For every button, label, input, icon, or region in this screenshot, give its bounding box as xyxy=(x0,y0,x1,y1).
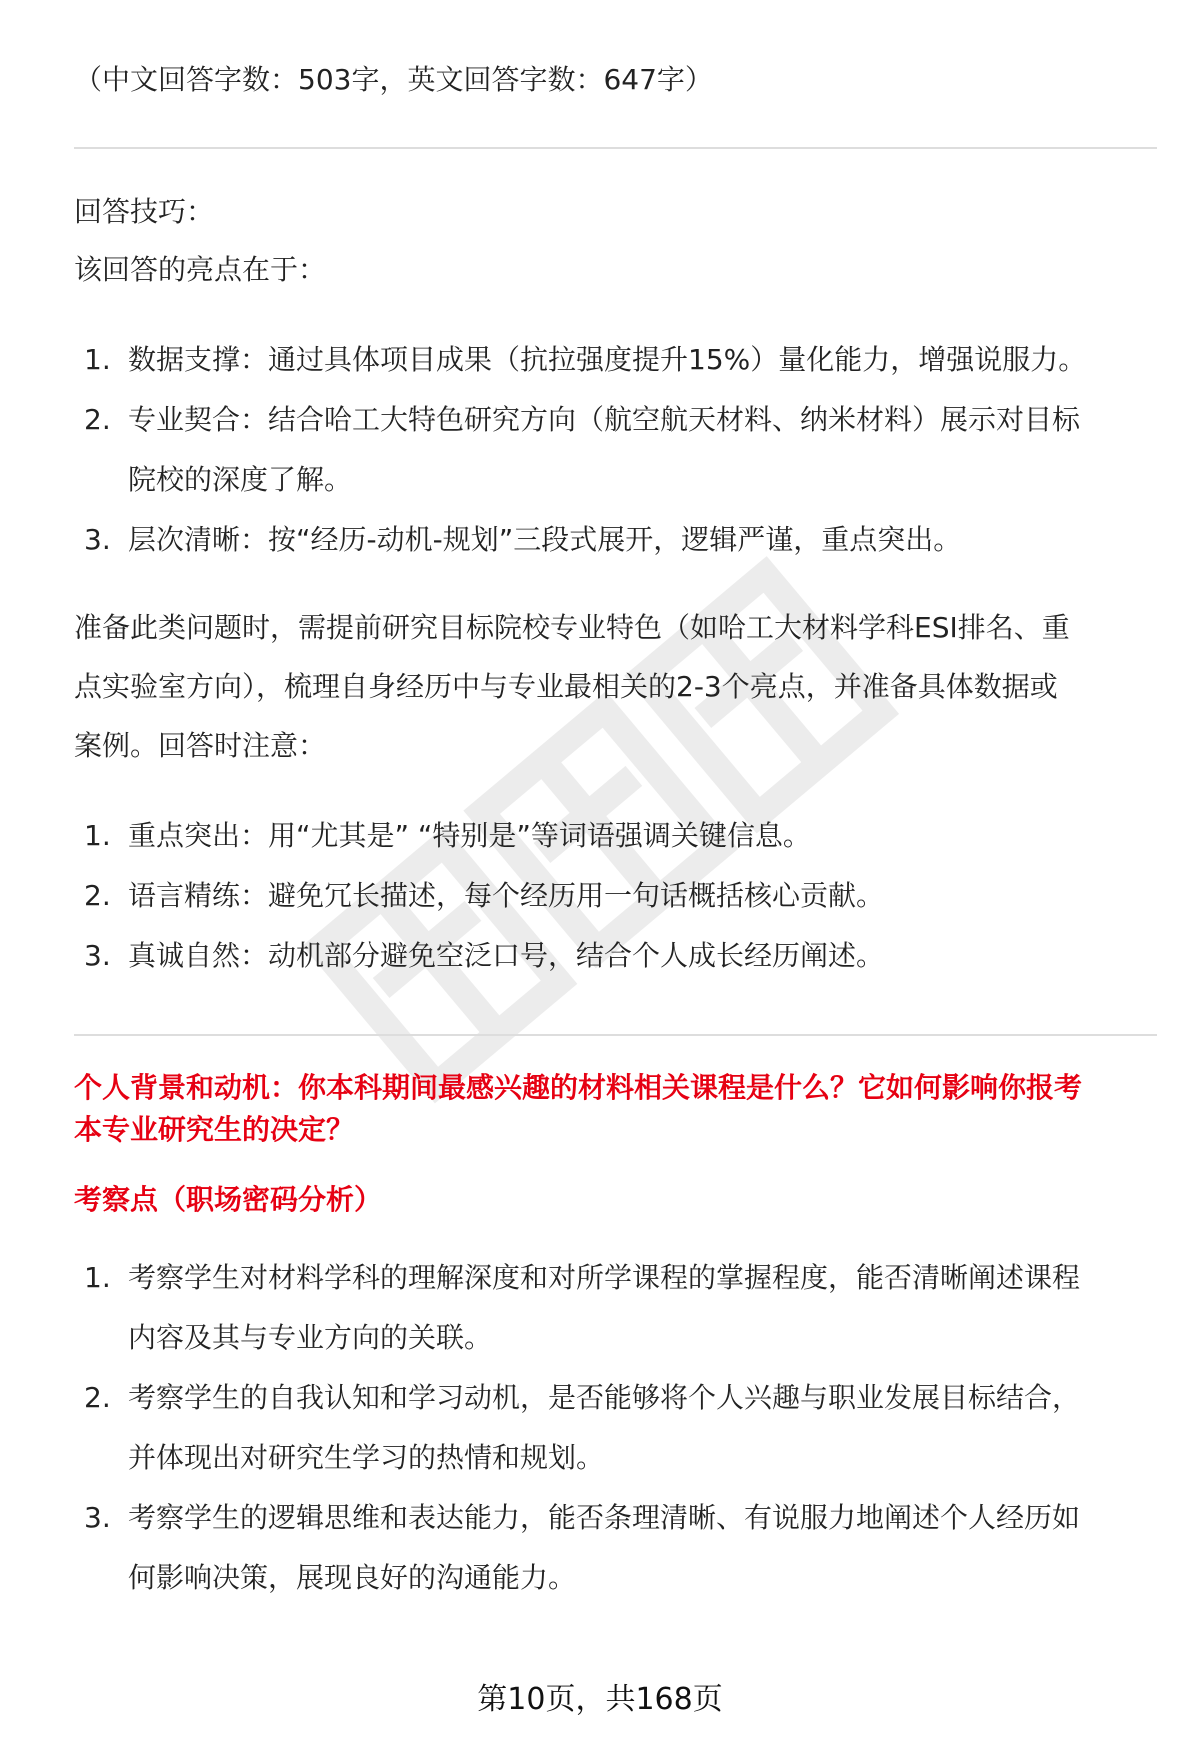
list-number: 3. xyxy=(84,1501,111,1534)
list-number: 3. xyxy=(84,939,111,972)
list-number: 1. xyxy=(84,343,111,376)
page-number-footer: 第10页，共168页 xyxy=(477,1682,723,1717)
notes-list xyxy=(0,806,1200,986)
list-item-text-cont: 院校的深度了解。 xyxy=(128,463,353,496)
list-item xyxy=(0,926,1200,986)
list-item-text: 考察学生对材料学科的理解深度和对所学课程的掌握程度，能否清晰阐述课程 xyxy=(128,1261,1081,1294)
prep-paragraph-line: 案例。回答时注意： xyxy=(74,729,327,762)
list-item xyxy=(0,866,1200,926)
word-count-note: （中文回答字数：503字，英文回答字数：647字） xyxy=(74,63,713,96)
list-number: 2. xyxy=(84,879,111,912)
list-item-text: 重点突出：用“尤其是” “特别是”等词语强调关键信息。 xyxy=(128,819,811,852)
list-item-text: 考察学生的逻辑思维和表达能力，能否条理清晰、有说服力地阐述个人经历如 xyxy=(128,1501,1081,1534)
list-item xyxy=(0,510,1200,570)
list-number: 2. xyxy=(84,403,111,436)
list-number: 3. xyxy=(84,523,111,556)
section-divider-mid xyxy=(74,1034,1157,1036)
list-item xyxy=(0,806,1200,866)
section-divider-top xyxy=(74,147,1157,149)
list-item-text-cont: 内容及其与专业方向的关联。 xyxy=(128,1321,493,1354)
list-number: 1. xyxy=(84,819,111,852)
list-item-text: 语言精练：避免冗长描述，每个经历用一句话概括核心贡献。 xyxy=(128,879,885,912)
list-item xyxy=(0,1368,1200,1488)
list-number: 1. xyxy=(84,1261,111,1294)
tips-intro: 该回答的亮点在于： xyxy=(74,253,327,286)
list-item xyxy=(0,330,1200,390)
question-title-line: 个人背景和动机：你本科期间最感兴趣的材料相关课程是什么？它如何影响你报考 xyxy=(74,1071,1083,1104)
list-item-text: 考察学生的自我认知和学习动机，是否能够将个人兴趣与职业发展目标结合， xyxy=(128,1381,1081,1414)
prep-paragraph-line: 点实验室方向），梳理自身经历中与专业最相关的2-3个亮点，并准备具体数据或 xyxy=(74,670,1058,703)
list-item-text: 层次清晰：按“经历-动机-规划”三段式展开，逻辑严谨，重点突出。 xyxy=(128,523,962,556)
list-item-text: 真诚自然：动机部分避免空泛口号，结合个人成长经历阐述。 xyxy=(128,939,885,972)
list-item-text-cont: 何影响决策，展现良好的沟通能力。 xyxy=(128,1561,577,1594)
list-number: 2. xyxy=(84,1381,111,1414)
focus-points-list xyxy=(0,1248,1200,1608)
list-item-text-cont: 并体现出对研究生学习的热情和规划。 xyxy=(128,1441,605,1474)
list-item-text: 专业契合：结合哈工大特色研究方向（航空航天材料、纳米材料）展示对目标 xyxy=(128,403,1081,436)
prep-paragraph-line: 准备此类问题时，需提前研究目标院校专业特色（如哈工大材料学科ESI排名、重 xyxy=(74,611,1070,644)
highlights-list xyxy=(0,330,1200,570)
list-item-text: 数据支撑：通过具体项目成果（抗拉强度提升15%）量化能力，增强说服力。 xyxy=(128,343,1087,376)
list-item xyxy=(0,390,1200,510)
list-item xyxy=(0,1488,1200,1608)
list-item xyxy=(0,1248,1200,1368)
question-title-line: 本专业研究生的决定？ xyxy=(74,1113,355,1146)
tips-heading: 回答技巧： xyxy=(74,195,215,228)
focus-heading: 考察点（职场密码分析） xyxy=(74,1183,383,1216)
